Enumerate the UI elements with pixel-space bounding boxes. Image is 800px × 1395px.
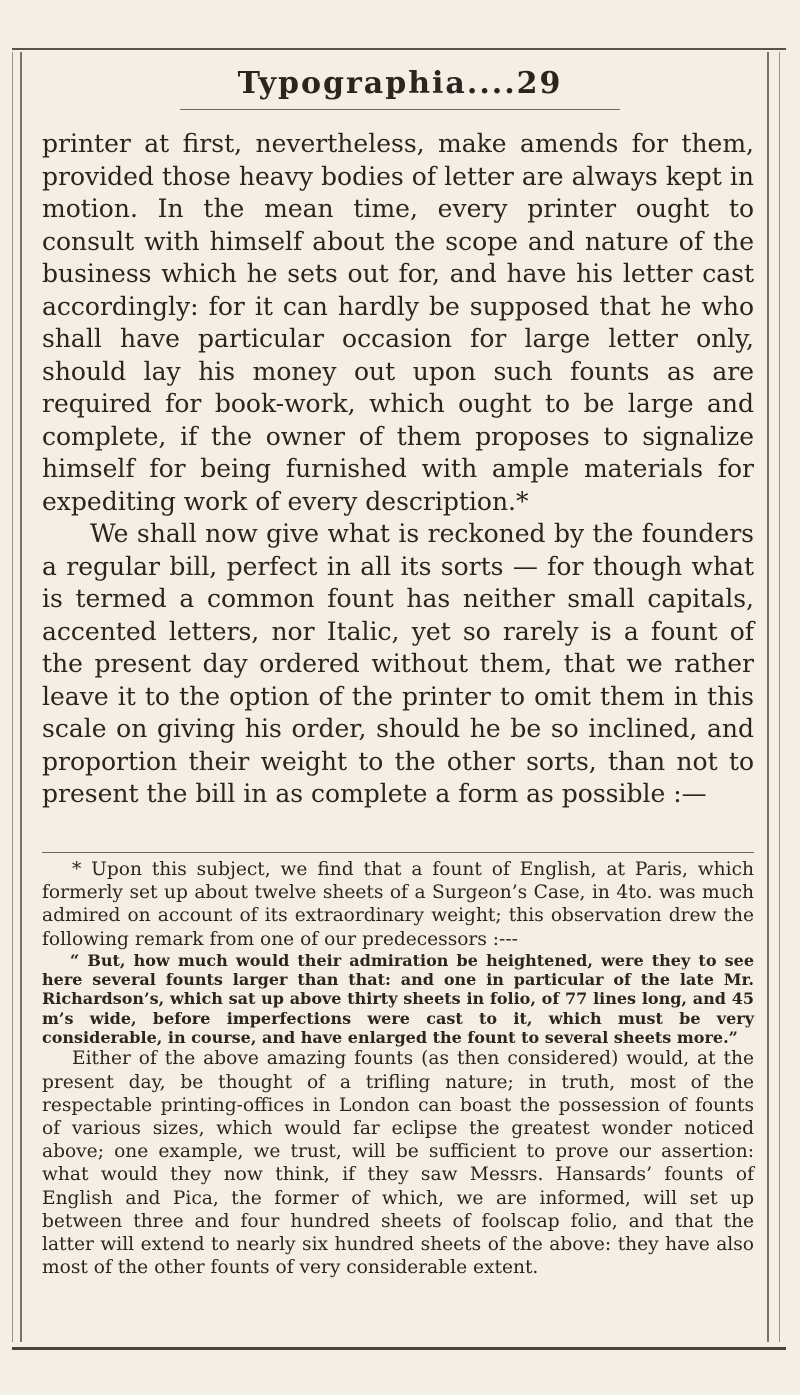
footnotes [42, 858, 754, 1279]
running-title: Typographia....29 [237, 66, 563, 101]
main-text [42, 128, 754, 811]
footnote-1: * Upon this subject, we find that a fount of English, at Paris, which formerly set up about twelve sheets of a Surgeon’s Case, in 4to. was much admired on account of its extraordinary weight; this observation drew the following remark from one of our predecessors :--- [42, 859, 754, 950]
body-paragraph-2: We shall now give what is reckoned by the founders a regular bill, perfect in all its sorts — for though what is termed a common fount has neither small capitals, accented letters, nor Italic, yet so rarely is a fount of the present day ordered without them, that we rather leave it to the option of the printer to omit them in this scale on giving his order, should he be so inclined, and proportion their weight to the other sorts, than not to present the bill in as complete a form as possible :— [42, 519, 754, 808]
footnote-rule [42, 852, 754, 853]
body-paragraph-1: printer at first, nevertheless, make amends for them, provided those heavy bodies of letter are always kept in motion. In the mean time, every printer ought to consult with himself about the scope and nature of the business which he sets out for, and have his letter cast accordingly: for it can hardly be supposed that he who shall have particular occasion for large letter only, should lay his money out upon such founts as are required for book-work, which ought to be large and complete, if the owner of them proposes to signalize himself for being furnished with ample materials for expediting work of every description.* [42, 129, 754, 516]
footnote-quote: “ But, how much would their admiration be heightened, were they to see here several founts larger than that: and one in particular of the late Mr. Richardson’s, which sat up above thirty sheets in folio, of 77 lines long, and 45 m’s wide, before imperfections were cast to it, which must be very considerable, in course, and have enlarged the fount to several sheets more.” [42, 950, 754, 1047]
page-header [40, 66, 760, 110]
header-rule [180, 109, 620, 110]
footnote-2: Either of the above amazing founts (as then considered) would, at the present day, be thought of a trifling nature; in truth, most of the respectable printing-offices in London can boast the possession of founts of various sizes, which would far eclipse the greatest wonder noticed above; one example, we trust, will be sufficient to prove our assertion: what would they now think, if they saw Messrs. Hansards’ founts of English and Pica, the former of which, we are informed, will set up between three and four hundred sheets of foolscap folio, and that the latter will extend to nearly six hundred sheets of the above: they have also most of the other founts of very considerable extent. [42, 1048, 754, 1279]
